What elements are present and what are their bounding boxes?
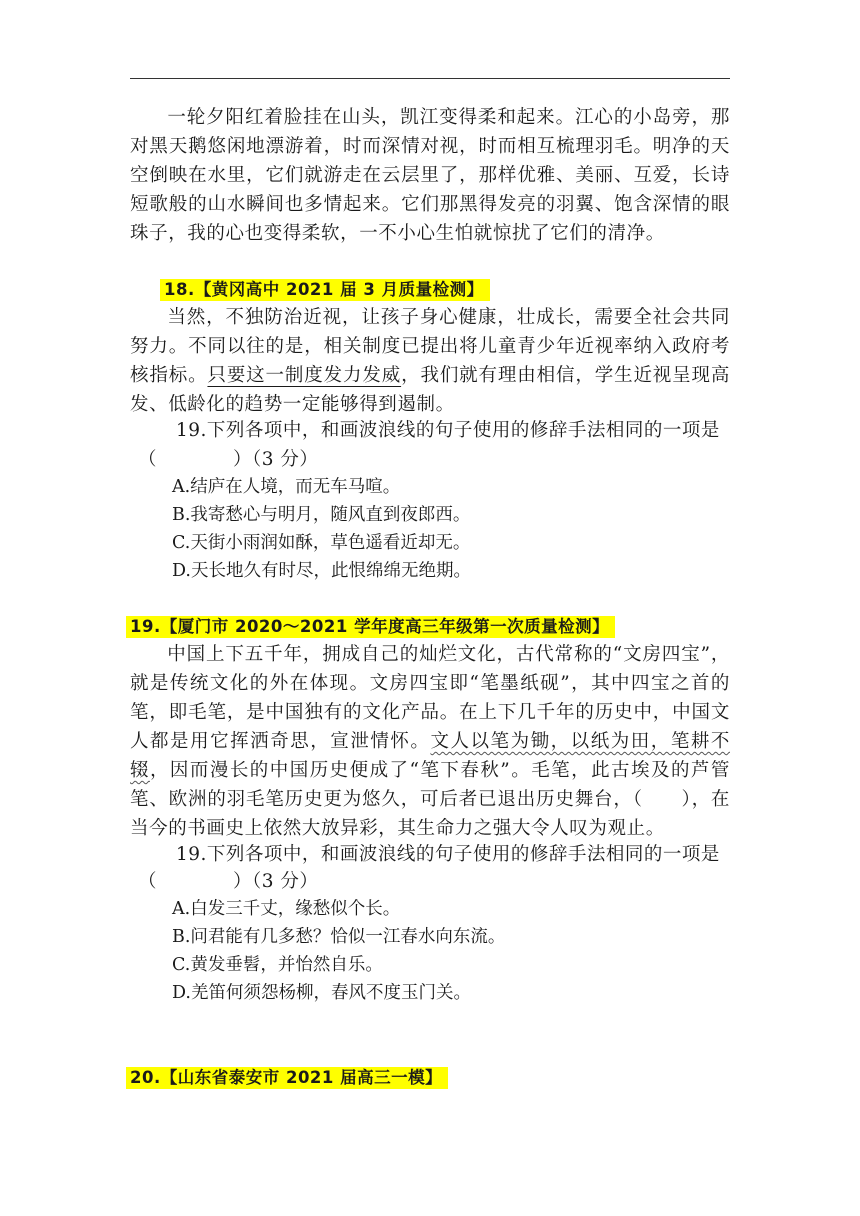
q19-passage-text: 中国上下五千年，拥成自己的灿烂文化，古代常称的“文房四宝”，就是传统文化的外在体现。文房四宝即“笔墨纸砚”，其中四宝之首的笔，即毛笔，是中国独有的文化产品。在上下几千年的历史中，中国文人都是用它挥洒奇思，宣泄情怀。 — [130, 644, 730, 752]
section-heading-20 — [126, 1063, 448, 1092]
q19-wavy-sentence: 文人以笔为锄，以纸为田，笔耕不辍 — [130, 731, 730, 781]
q18-option-a: A.结庐在人境，而无车马喧。 — [172, 477, 401, 497]
q19-option-b: B.问君能有几多愁？恰似一江春水向东流。 — [172, 927, 506, 947]
passage-paragraph — [130, 103, 730, 248]
q18-option-b: B.我寄愁心与明月，随风直到夜郎西。 — [172, 505, 471, 525]
q19-question: 19.下列各项中，和画波浪线的句子使用的修辞手法相同的一项是 — [176, 844, 720, 865]
q18-option-d: D.天长地久有时尽，此恨绵绵无绝期。 — [172, 561, 471, 581]
q18-question: 19.下列各项中，和画波浪线的句子使用的修辞手法相同的一项是 — [176, 420, 720, 441]
q18-passage-text: 当然，不独防治近视，让孩子身心健康，壮成长，需要全社会共同努力。不同以往的是，相关制度已提出将儿童青少年近视率纳入政府考核指标。 — [130, 307, 730, 386]
section-heading-18-label: 18.【黄冈高中 2021 届 3 月质量检测】 — [160, 279, 490, 301]
q19-passage-text-end: ，因而漫长的中国历史便成了“笔下春秋”。毛笔，此古埃及的芦管笔、欧洲的羽毛笔历史更为悠久，可后者已退出历史舞台，（ ），在当今的书画史上依然大放异彩，其生命力之强大令人叹为观止。 — [130, 760, 730, 839]
q19-option-d: D.羌笛何须怨杨柳，春风不度玉门关。 — [172, 983, 471, 1003]
q19-option-c: C.黄发垂髫，并怡然自乐。 — [172, 955, 383, 975]
section-heading-19-label: 19.【厦门市 2020～2021 学年度高三年级第一次质量检测】 — [126, 616, 615, 638]
q19-passage — [130, 640, 730, 843]
q19-answer-blank: （ ）（3 分） — [138, 871, 319, 892]
q18-answer-blank: （ ）（3 分） — [138, 449, 319, 470]
q18-passage-text-end: ，我们就有理由相信，学生近视呈现高发、低龄化的趋势一定能够得到遏制。 — [130, 365, 730, 415]
q18-passage — [130, 303, 730, 419]
q19-option-a: A.白发三千丈，缘愁似个长。 — [172, 899, 401, 919]
q18-underlined-sentence: 只要这一制度发力发威 — [207, 365, 402, 386]
section-heading-18 — [160, 275, 490, 304]
section-heading-19 — [126, 612, 615, 641]
section-heading-20-label: 20.【山东省泰安市 2021 届高三一模】 — [126, 1067, 448, 1089]
passage-text: 一轮夕阳红着脸挂在山头，凯江变得柔和起来。江心的小岛旁，那对黑天鹅悠闲地漂游着，时而深情对视，时而相互梳理羽毛。明净的天空倒映在水里，它们就游走在云层里了，那样优雅、美丽、互爱，长诗短歌般的山水瞬间也多情起来。它们那黑得发亮的羽翼、饱含深情的眼珠子，我的心也变得柔软，一不小心生怕就惊扰了它们的清净。 — [130, 107, 730, 244]
header-rule — [130, 78, 730, 79]
q18-option-c: C.天街小雨润如酥，草色遥看近却无。 — [172, 533, 471, 553]
